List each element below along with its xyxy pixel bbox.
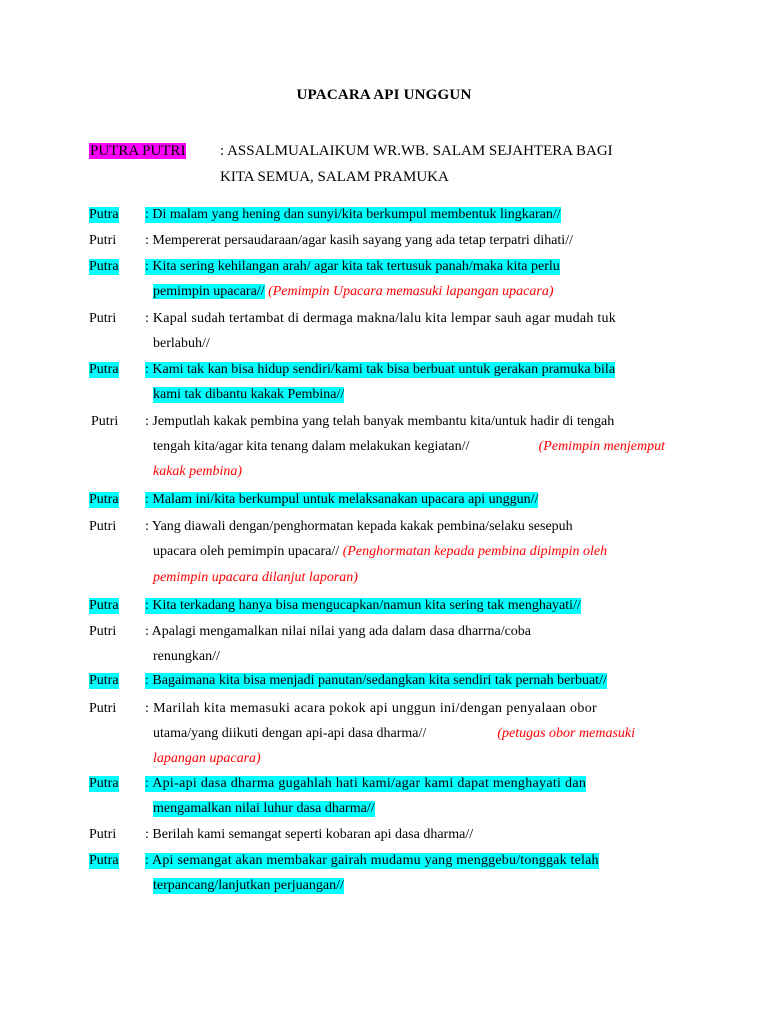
- line-text: : Jemputlah kakak pembina yang telah banyak membantu kita/untuk hadir di tengah: [145, 414, 615, 429]
- speaker-label: Putra: [89, 492, 119, 507]
- line-text: tengah kita/agar kita tenang dalam melakukan kegiatan//: [153, 439, 470, 454]
- speaker-label: Putri: [89, 311, 117, 326]
- line-text-continued: mengamalkan nilai luhur dasa dharma//: [153, 801, 375, 816]
- line-text: : Kami tak kan bisa hidup sendiri/kami tak bisa berbuat untuk gerakan pramuka bila: [145, 362, 616, 377]
- speaker-label: Putra: [89, 259, 119, 274]
- line-text-continued: [153, 284, 553, 300]
- stage-note: (Pemimpin Upacara memasuki lapangan upacara): [268, 284, 554, 299]
- line-text: : Kita sering kehilangan arah/ agar kita tak tertusuk panah/maka kita perlu: [145, 259, 560, 274]
- line-text: : Di malam yang hening dan sunyi/kita berkumpul membentuk lingkaran//: [145, 207, 561, 222]
- line-text: utama/yang diikuti dengan api-api dasa dharma//: [153, 726, 427, 741]
- line-text-continued: berlabuh//: [153, 336, 210, 351]
- line-text: pemimpin upacara//: [153, 284, 265, 299]
- line-text: : Api-api dasa dharma gugahlah hati kami/agar kami dapat menghayati dan: [145, 776, 587, 791]
- page-title: UPACARA API UNGGUN: [296, 87, 472, 103]
- line-text: : Yang diawali dengan/penghormatan kepada kakak pembina/selaku sesepuh: [145, 519, 573, 534]
- line-text: : Berilah kami semangat seperti kobaran api dasa dharma//: [145, 827, 474, 842]
- speaker-label: Putri: [91, 414, 119, 429]
- line-text: : Marilah kita memasuki acara pokok api unggun ini/dengan penyalaan obor: [145, 701, 598, 716]
- stage-note-continued: lapangan upacara): [153, 751, 261, 766]
- speaker-label: Putra: [89, 362, 119, 377]
- line-text-continued: terpancang/lanjutkan perjuangan//: [153, 878, 344, 893]
- speaker-label: Putra: [89, 776, 119, 791]
- stage-note-continued: pemimpin upacara dilanjut laporan): [153, 570, 358, 585]
- stage-note: (Pemimpin menjemput: [538, 439, 665, 454]
- line-text-continued: renungkan//: [153, 649, 220, 664]
- speaker-label: Putri: [89, 519, 117, 534]
- speaker-label: Putra: [89, 853, 119, 868]
- line-text: upacara oleh pemimpin upacara//: [153, 544, 340, 559]
- line-text: : Kita terkadang hanya bisa mengucapkan/namun kita sering tak menghayati//: [145, 598, 581, 613]
- line-text: : Api semangat akan membakar gairah mudamu yang menggebu/tonggak telah: [145, 853, 599, 868]
- speaker-label: Putri: [89, 233, 117, 248]
- stage-note-continued: kakak pembina): [153, 464, 243, 479]
- line-text: : Bagaimana kita bisa menjadi panutan/sedangkan kita sendiri tak pernah berbuat//: [145, 673, 607, 688]
- speaker-label: Putra: [89, 207, 119, 222]
- line-text-continued: [153, 544, 607, 560]
- intro-line-2: KITA SEMUA, SALAM PRAMUKA: [220, 169, 449, 185]
- intro-line-1: : ASSALMUALAIKUM WR.WB. SALAM SEJAHTERA BAGI: [220, 143, 613, 159]
- line-text: : Mempererat persaudaraan/agar kasih sayang yang ada tetap terpatri dihati//: [145, 233, 573, 248]
- line-text: : Malam ini/kita berkumpul untuk melaksanakan upacara api unggun//: [145, 492, 539, 507]
- speaker-label: Putri: [89, 827, 117, 842]
- speaker-label: Putra: [89, 598, 119, 613]
- speaker-label: Putri: [89, 624, 117, 639]
- stage-note: (Penghormatan kepada pembina dipimpin oleh: [342, 544, 608, 559]
- stage-note: (petugas obor memasuki: [497, 726, 635, 741]
- intro-speaker: PUTRA PUTRI: [90, 143, 186, 159]
- line-text-continued: kami tak dibantu kakak Pembina//: [153, 387, 345, 402]
- line-text-continued: [153, 439, 665, 455]
- line-text: : Apalagi mengamalkan nilai nilai yang ada dalam dasa dharrna/coba: [145, 624, 532, 639]
- speaker-label: Putra: [89, 673, 119, 688]
- speaker-label: Putri: [89, 701, 117, 716]
- line-text-continued: [153, 726, 635, 742]
- line-text: : Kapal sudah tertambat di dermaga makna/lalu kita lempar sauh agar mudah tuk: [145, 311, 616, 326]
